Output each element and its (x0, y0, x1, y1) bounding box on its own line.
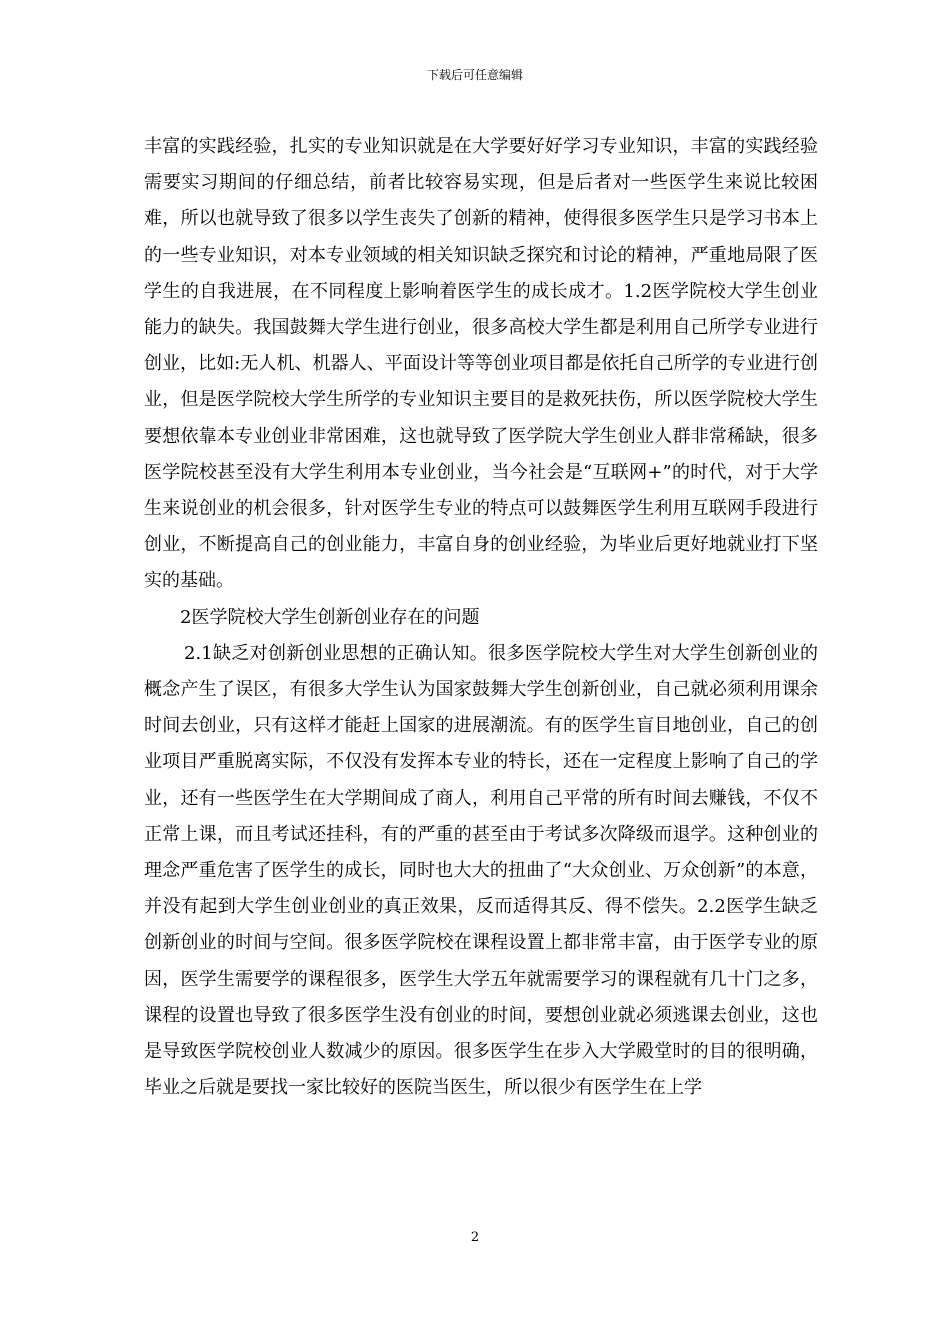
document-body (144, 129, 818, 1106)
page-number: 2 (470, 1230, 480, 1245)
section-heading: 2医学院校大学生创新创业存在的问题 (180, 606, 480, 628)
paragraph-continued: 丰富的实践经验，扎实的专业知识就是在大学要好好学习专业知识，丰富的实践经验需要实习期间的仔细总结，前者比较容易实现，但是后者对一些医学生来说比较困难，所以也就导致了很多以学生丧失了创新的精神，使得很多医学生只是学习书本上的一些专业知识，对本专业领域的相关知识缺乏探究和讨论的精神，严重地局限了医学生的自我进展，在不同程度上影响着医学生的成长成才。1.2医学院校大学生创业能力的缺失。我国鼓舞大学生进行创业，很多高校大学生都是利用自己所学专业进行创业，比如:无人机、机器人、平面设计等等创业项目都是依托自己所学的专业进行创业，但是医学院校大学生所学的专业知识主要目的是救死扶伤，所以医学院校大学生要想依靠本专业创业非常困难，这也就导致了医学院大学生创业人群非常稀缺，很多医学院校甚至没有大学生利用本专业创业，当今社会是“互联网+”的时代，对于大学生来说创业的机会很多，针对医学生专业的特点可以鼓舞医学生利用互联网手段进行创业，不断提高自己的创业能力，丰富自身的创业经验，为毕业后更好地就业打下坚实的基础。 (144, 136, 818, 592)
page-header: 下载后可任意编辑 (426, 68, 523, 82)
paragraph-2-1: 2.1缺乏对创新创业思想的正确认知。很多医学院校大学生对大学生创新创业的概念产生了误区，有很多大学生认为国家鼓舞大学生创新创业，自己就必须利用课余时间去创业，只有这样才能赶上国家的进展潮流。有的医学生盲目地创业，自己的创业项目严重脱离实际，不仅没有发挥本专业的特长，还在一定程度上影响了自己的学业，还有一些医学生在大学期间成了商人，利用自己平常的所有时间去赚钱，不仅不正常上课，而且考试还挂科，有的严重的甚至由于考试多次降级而退学。这种创业的理念严重危害了医学生的成长，同时也大大的扭曲了“大众创业、万众创新”的本意，并没有起到大学生创业创业的真正效果，反而适得其反、得不偿失。2.2医学生缺乏创新创业的时间与空间。很多医学院校在课程设置上都非常丰富，由于医学专业的原因，医学生需要学的课程很多，医学生大学五年就需要学习的课程就有几十门之多，课程的设置也导致了很多医学生没有创业的时间，要想创业就必须逃课去创业，这也是导致医学院校创业人数减少的原因。很多医学生在步入大学殿堂时的目的很明确，毕业之后就是要找一家比较好的医院当医生，所以很少有医学生在上学 (144, 642, 818, 1099)
